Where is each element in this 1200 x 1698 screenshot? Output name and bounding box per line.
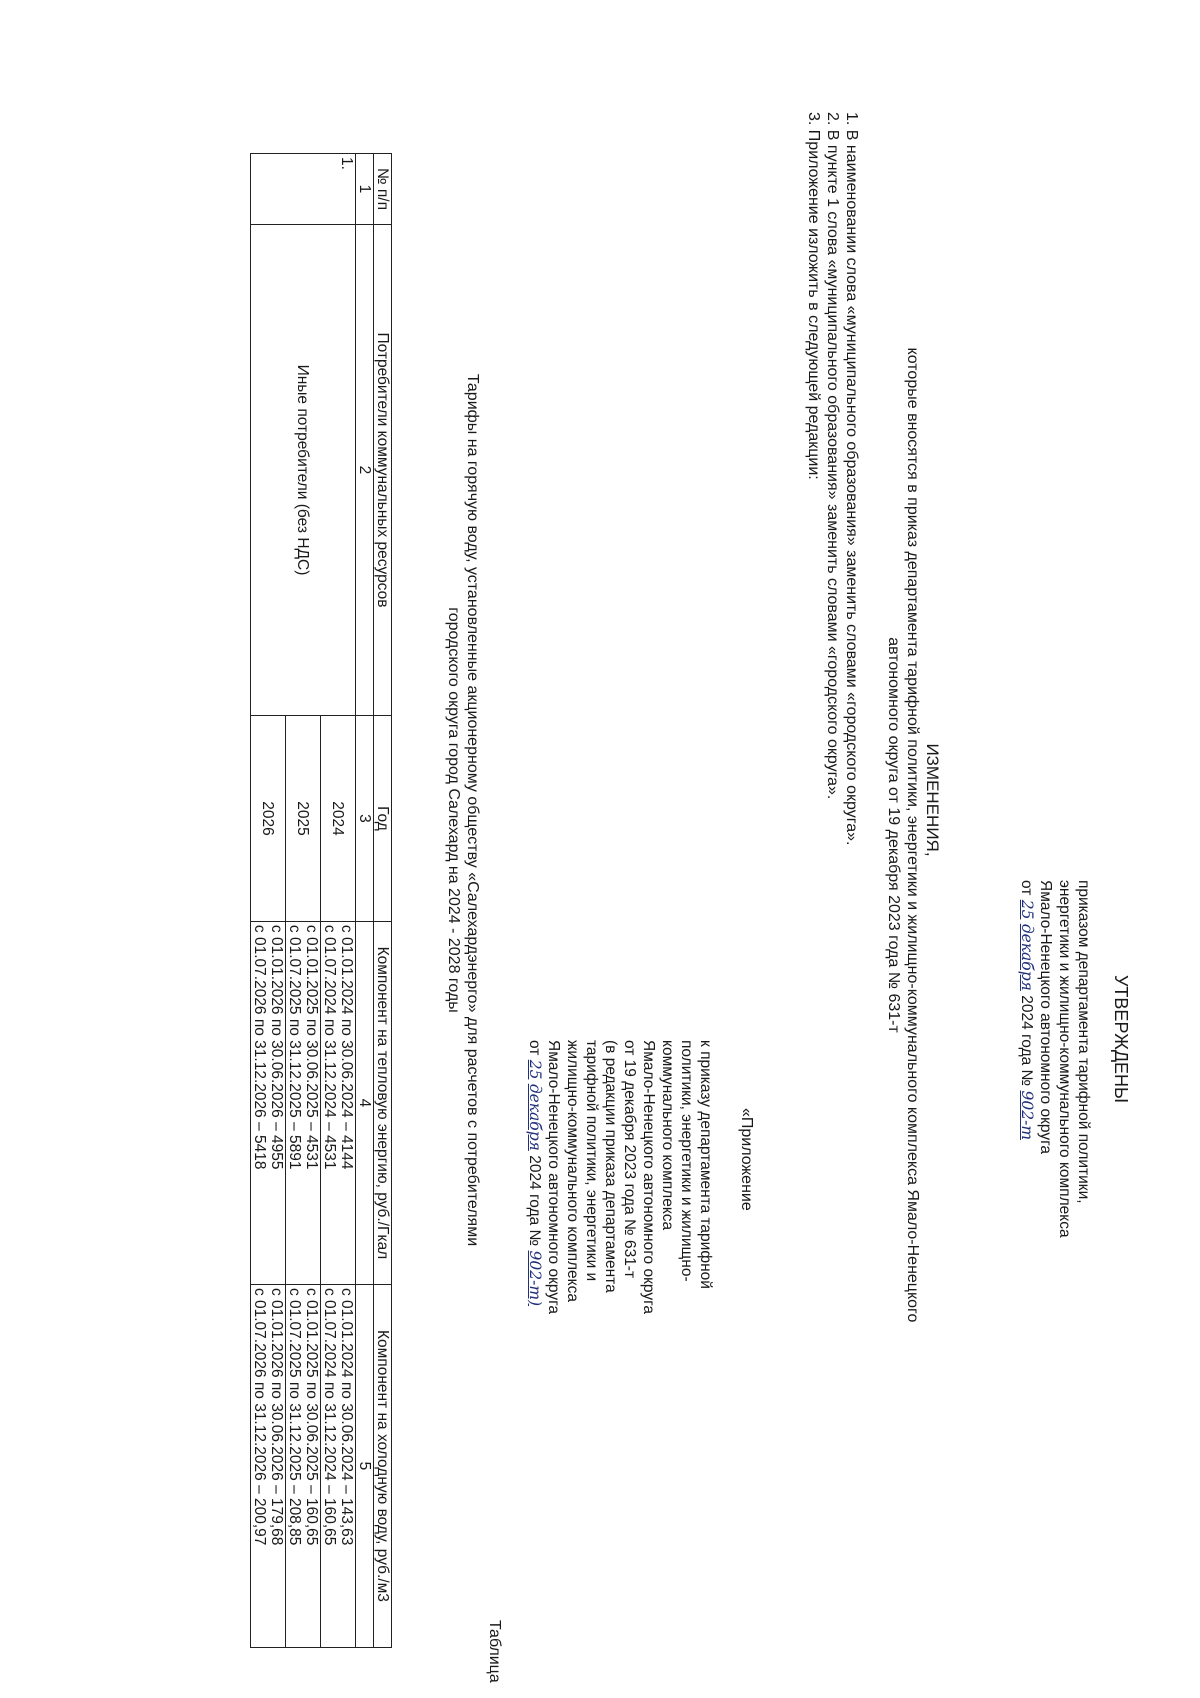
changes-list: [804, 112, 861, 1512]
change-item: 3. Приложение изложить в следующей редакции:: [805, 112, 822, 480]
cold-period: с 01.01.2024 по 30.06.2024 – 143,63: [338, 1287, 355, 1546]
cold-period: с 01.01.2025 по 30.06.2025 – 160,65: [303, 1287, 320, 1546]
heat-period: с 01.01.2026 по 30.06.2026 – 4955: [268, 924, 285, 1170]
heat-cell: [286, 921, 321, 1284]
handwritten-day: 25: [526, 1059, 544, 1080]
changes-heading: ИЗМЕНЕНИЯ,: [923, 743, 942, 857]
heat-period: с 01.07.2025 по 31.12.2025 – 5891: [286, 924, 303, 1170]
approval-date-line: [1017, 880, 1036, 1320]
table-index-row: [356, 154, 374, 1648]
changes-intro: [884, 110, 922, 1560]
appendix-line: к приказу департамента тарифной: [697, 1040, 714, 1289]
cold-period: с 01.01.2026 по 30.06.2026 – 179,68: [268, 1287, 285, 1546]
changes-intro-line: автономного округа от 19 декабря 2023 года № 631-т: [885, 637, 902, 1033]
approval-line: приказом департамента тарифной политики,: [1075, 880, 1092, 1204]
appendix-block: [525, 1040, 715, 1380]
change-item: 1. В наименовании слова «муниципального образования» заменить словами «городского округа».: [843, 112, 860, 846]
caption-line: Тарифы на горячую воду, установленные акционерному обществу «Салехардэнерго» для расчетов с потребителями: [464, 373, 481, 1247]
approval-title: УТВЕРЖДЕНЫ: [1111, 975, 1131, 1103]
appendix-title: «Приложение: [738, 1108, 755, 1211]
changes-intro-line: которые вносятся в приказ департамента тарифной политики, энергетики и жилищно-коммунального комплекса Ямало-Ненецкого: [904, 347, 921, 1323]
date-year: 2024 года №: [526, 1155, 543, 1247]
appendix-line: коммунального комплекса: [659, 1040, 676, 1231]
date-prefix: от: [1018, 880, 1035, 896]
appendix-line: (в редакции приказа департамента: [602, 1040, 619, 1293]
approval-line: Ямало-Ненецкого автономного округа: [1037, 880, 1054, 1155]
index-cell: 4: [356, 921, 374, 1284]
heat-cell: [321, 921, 356, 1284]
consumer-cell: Иные потребители (без НДС): [251, 224, 356, 715]
heat-cell: [251, 921, 286, 1284]
heat-period: с 01.01.2025 по 30.06.2025 – 4531: [303, 924, 320, 1170]
table-label: Таблица: [486, 1620, 503, 1683]
year-cell: 2026: [251, 715, 286, 921]
index-cell: 2: [356, 224, 374, 715]
appendix-date-line: [525, 1040, 544, 1380]
appendix-line: Ямало-Ненецкого автономного округа: [545, 1040, 562, 1315]
cold-period: с 01.07.2026 по 31.12.2026 – 200,97: [251, 1287, 268, 1546]
header-heat: Компонент на тепловую энергию, руб./Гкал: [374, 921, 392, 1284]
appendix-line: от 19 декабря 2023 года № 631-т: [621, 1040, 638, 1279]
table-header-row: [374, 154, 392, 1648]
date-year: 2024 года №: [1018, 995, 1035, 1087]
handwritten-day: 25: [1018, 899, 1036, 920]
cold-cell: [251, 1284, 286, 1647]
header-consumers: Потребители коммунальных ресурсов: [374, 224, 392, 715]
handwritten-month: декабря: [526, 1083, 544, 1151]
cold-period: с 01.07.2025 по 31.12.2025 – 208,85: [286, 1287, 303, 1546]
header-no: № п/п: [374, 154, 392, 225]
cold-cell: [321, 1284, 356, 1647]
change-item: 2. В пункте 1 слова «муниципального образования» заменить словами «городского округа».: [824, 112, 841, 800]
approval-block: [1017, 880, 1130, 1320]
cold-cell: [286, 1284, 321, 1647]
approval-line: энергетики и жилищно-коммунального комплекса: [1056, 880, 1073, 1238]
table-row: [321, 154, 356, 1648]
handwritten-month: декабря: [1018, 923, 1036, 991]
index-cell: 5: [356, 1284, 374, 1647]
header-cold: Компонент на холодную воду, руб./м3: [374, 1284, 392, 1647]
appendix-line: Ямало-Ненецкого автономного округа: [640, 1040, 657, 1315]
caption-line: городского округа город Салехард на 2024 - 2028 годы: [445, 607, 462, 1013]
year-cell: 2025: [286, 715, 321, 921]
handwritten-number: 902-т): [526, 1250, 544, 1307]
heat-period: с 01.01.2024 по 30.06.2024 – 4144: [338, 924, 355, 1170]
handwritten-number: 902-т: [1018, 1090, 1036, 1141]
index-cell: 1: [356, 154, 374, 225]
tariff-table: [250, 153, 392, 1648]
date-prefix: от: [526, 1040, 543, 1056]
index-cell: 3: [356, 715, 374, 921]
appendix-line: политики, энергетики и жилищно-: [678, 1040, 695, 1282]
row-number: 1.: [251, 154, 356, 225]
year-cell: 2024: [321, 715, 356, 921]
heat-period: с 01.07.2026 по 31.12.2026 – 5418: [251, 924, 268, 1170]
heat-period: с 01.07.2024 по 31.12.2024 – 4531: [321, 924, 338, 1170]
tariffs-caption: [444, 60, 482, 1560]
cold-period: с 01.07.2024 по 31.12.2024 – 160,65: [321, 1287, 338, 1546]
header-year: Год: [374, 715, 392, 921]
appendix-line: тарифной политики, энергетики и: [583, 1040, 600, 1282]
appendix-line: жилищно-коммунального комплекса: [564, 1040, 581, 1302]
